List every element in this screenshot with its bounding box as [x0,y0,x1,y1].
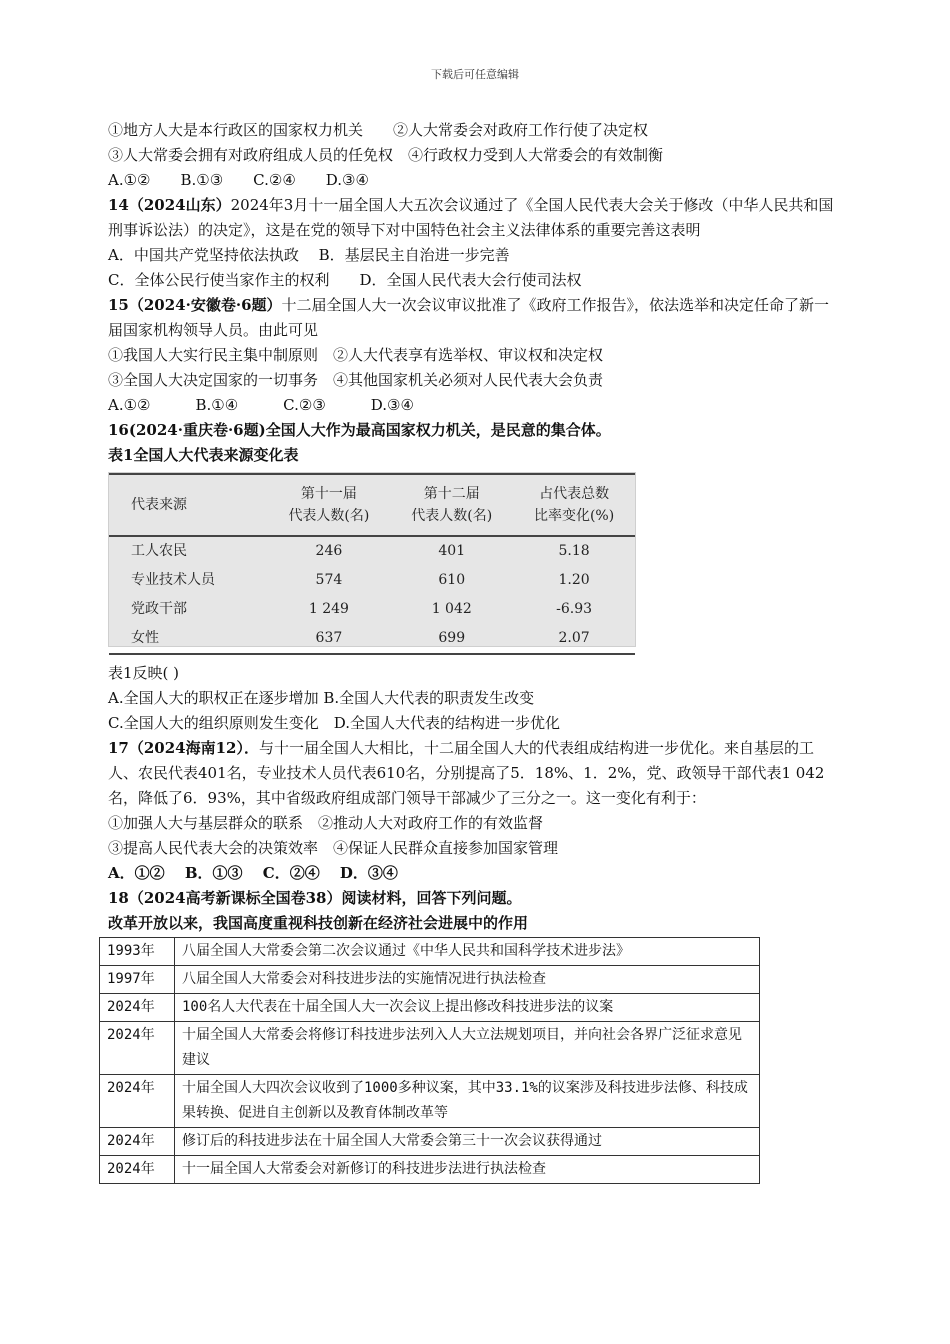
table-cell: 1 042 [431,601,472,617]
table-cell: 699 [390,624,513,654]
table-row [100,1075,760,1128]
table-header-cell: 第十二届 代表人数(名) [390,474,513,536]
option-line: C.全国人大的组织原则发生变化 D.全国人大代表的结构进一步优化 [108,714,560,732]
question-text: 2024年3月十一届全国人大五次会议通过了《全国人民代表大会关于修改（中华人民共和国刑事诉讼法）的决定》，这是在党的领导下对中国特色社会主义法律体系的重要完善这表明 [108,196,834,239]
table-cell: 574 [315,572,343,588]
question-15 [108,293,843,343]
option-line: ①地方人大是本行政区的国家权力机关 ②人大常委会对政府工作行使了决定权 [108,121,649,139]
table-cell: 5.18 [558,543,590,559]
option-line: ①加强人大与基层群众的联系 ②推动人大对政府工作的有效监督 [108,814,544,832]
event-cell: 八届全国人大常委会第二次会议通过《中华人民共和国科学技术进步法》 [175,938,760,966]
answer-choices: A．①② B．①③ C．②④ D．③④ [108,864,398,882]
question-label: 14（2024山东） [108,196,231,214]
option-line: ③提高人民代表大会的决策效率 ④保证人民群众直接参加国家管理 [108,839,559,857]
table-row [100,1022,760,1075]
question-18-title: 18（2024高考新课标全国卷38）阅读材料，回答下列问题。 [108,889,522,907]
table-cell: 2.07 [513,624,635,654]
question-label: 15（2024·安徽卷·6题） [108,296,282,314]
table-row [100,1128,760,1156]
table-cell: 637 [267,624,390,654]
table-row [100,966,760,994]
table-row [100,938,760,966]
table-row [109,624,635,654]
event-cell: 十一届全国人大常委会对新修订的科技进步法进行执法检查 [175,1156,760,1184]
event-cell: 修订后的科技进步法在十届全国人大常委会第三十一次会议获得通过 [175,1128,760,1156]
table-cell: 246 [315,543,343,559]
question-prompt: 表1反映( ) [108,664,180,682]
year-cell: 2024年 [100,1022,175,1075]
table-cell: 党政干部 [131,601,187,617]
option-line: ③全国人大决定国家的一切事务 ④其他国家机关必须对人民代表大会负责 [108,371,604,389]
event-cell: 100名人大代表在十届全国人大一次会议上提出修改科技进步法的议案 [175,994,760,1022]
table-title: 表1全国人大代表来源变化表 [108,446,299,464]
event-cell: 八届全国人大常委会对科技进步法的实施情况进行执法检查 [175,966,760,994]
option-line: A.全国人大的职权正在逐步增加 B.全国人大代表的职责发生改变 [108,689,535,707]
table-cell: 610 [438,572,466,588]
option-line: A．中国共产党坚持依法执政 B．基层民主自治进一步完善 [108,246,510,264]
delegate-source-table [109,473,635,655]
question-18-subtitle: 改革开放以来，我国高度重视科技创新在经济社会进展中的作用 [108,914,529,932]
question-17 [108,736,843,811]
document-body [108,118,843,1184]
table-cell: 专业技术人员 [131,572,215,588]
table-row [109,595,635,624]
question-16-title: 16(2024·重庆卷·6题)全国人大作为最高国家权力机关，是民意的集合体。 [108,421,611,439]
option-line: C．全体公民行使当家作主的权利 D．全国人民代表大会行使司法权 [108,271,582,289]
table-header-row [109,474,635,536]
event-cell: 十届全国人大四次会议收到了1000多种议案，其中33.1%的议案涉及科技进步法修、科技成果转换、促进自主创新以及教育体制改革等 [175,1075,760,1128]
year-cell: 2024年 [100,1128,175,1156]
table-header-cell: 占代表总数 比率变化(%) [513,474,635,536]
table-cell: -6.93 [556,601,593,617]
delegate-source-table-image [108,472,636,647]
law-timeline-table [99,937,760,1184]
option-line: ③人大常委会拥有对政府组成人员的任免权 ④行政权力受到人大常委会的有效制衡 [108,146,664,164]
table-cell: 401 [438,543,466,559]
question-text: 与十一届全国人大相比，十二届全国人大的代表组成结构进一步优化。来自基层的工人、农民代表401名，专业技术人员代表610名，分别提高了5．18%、1．2%，党、政领导干部代表1 042名，降低了6．93%，其中省级政府组成部门领导干部减少了三分之一。这一变化有利于： [108,739,825,807]
table-cell: 工人农民 [131,543,187,559]
table-row [100,1156,760,1184]
answer-choices: A.①② B.①③ C.②④ D.③④ [108,171,369,189]
option-line: ①我国人大实行民主集中制原则 ②人大代表享有选举权、审议权和决定权 [108,346,604,364]
table-header-cell: 第十一届 代表人数(名) [267,474,390,536]
table-row [109,536,635,566]
question-text: 十二届全国人大一次会议审议批准了《政府工作报告》，依法选举和决定任命了新一届国家机构领导人员。由此可见 [108,296,830,339]
table-row [100,994,760,1022]
event-cell: 十届全国人大常委会将修订科技进步法列入人大立法规划项目，并向社会各界广泛征求意见建议 [175,1022,760,1075]
year-cell: 2024年 [100,994,175,1022]
table-cell: 女性 [109,624,267,654]
year-cell: 1997年 [100,966,175,994]
table-cell: 1 249 [308,601,349,617]
table-cell: 1.20 [558,572,590,588]
answer-choices: A.①② B.①④ C.②③ D.③④ [108,396,414,414]
year-cell: 2024年 [100,1075,175,1128]
table-header-cell: 代表来源 [109,474,267,536]
table-row [109,566,635,595]
question-14 [108,193,843,243]
year-cell: 2024年 [100,1156,175,1184]
question-label: 17（2024海南12）． [108,739,259,757]
year-cell: 1993年 [100,938,175,966]
page-header: 下载后可任意编辑 [431,68,519,81]
